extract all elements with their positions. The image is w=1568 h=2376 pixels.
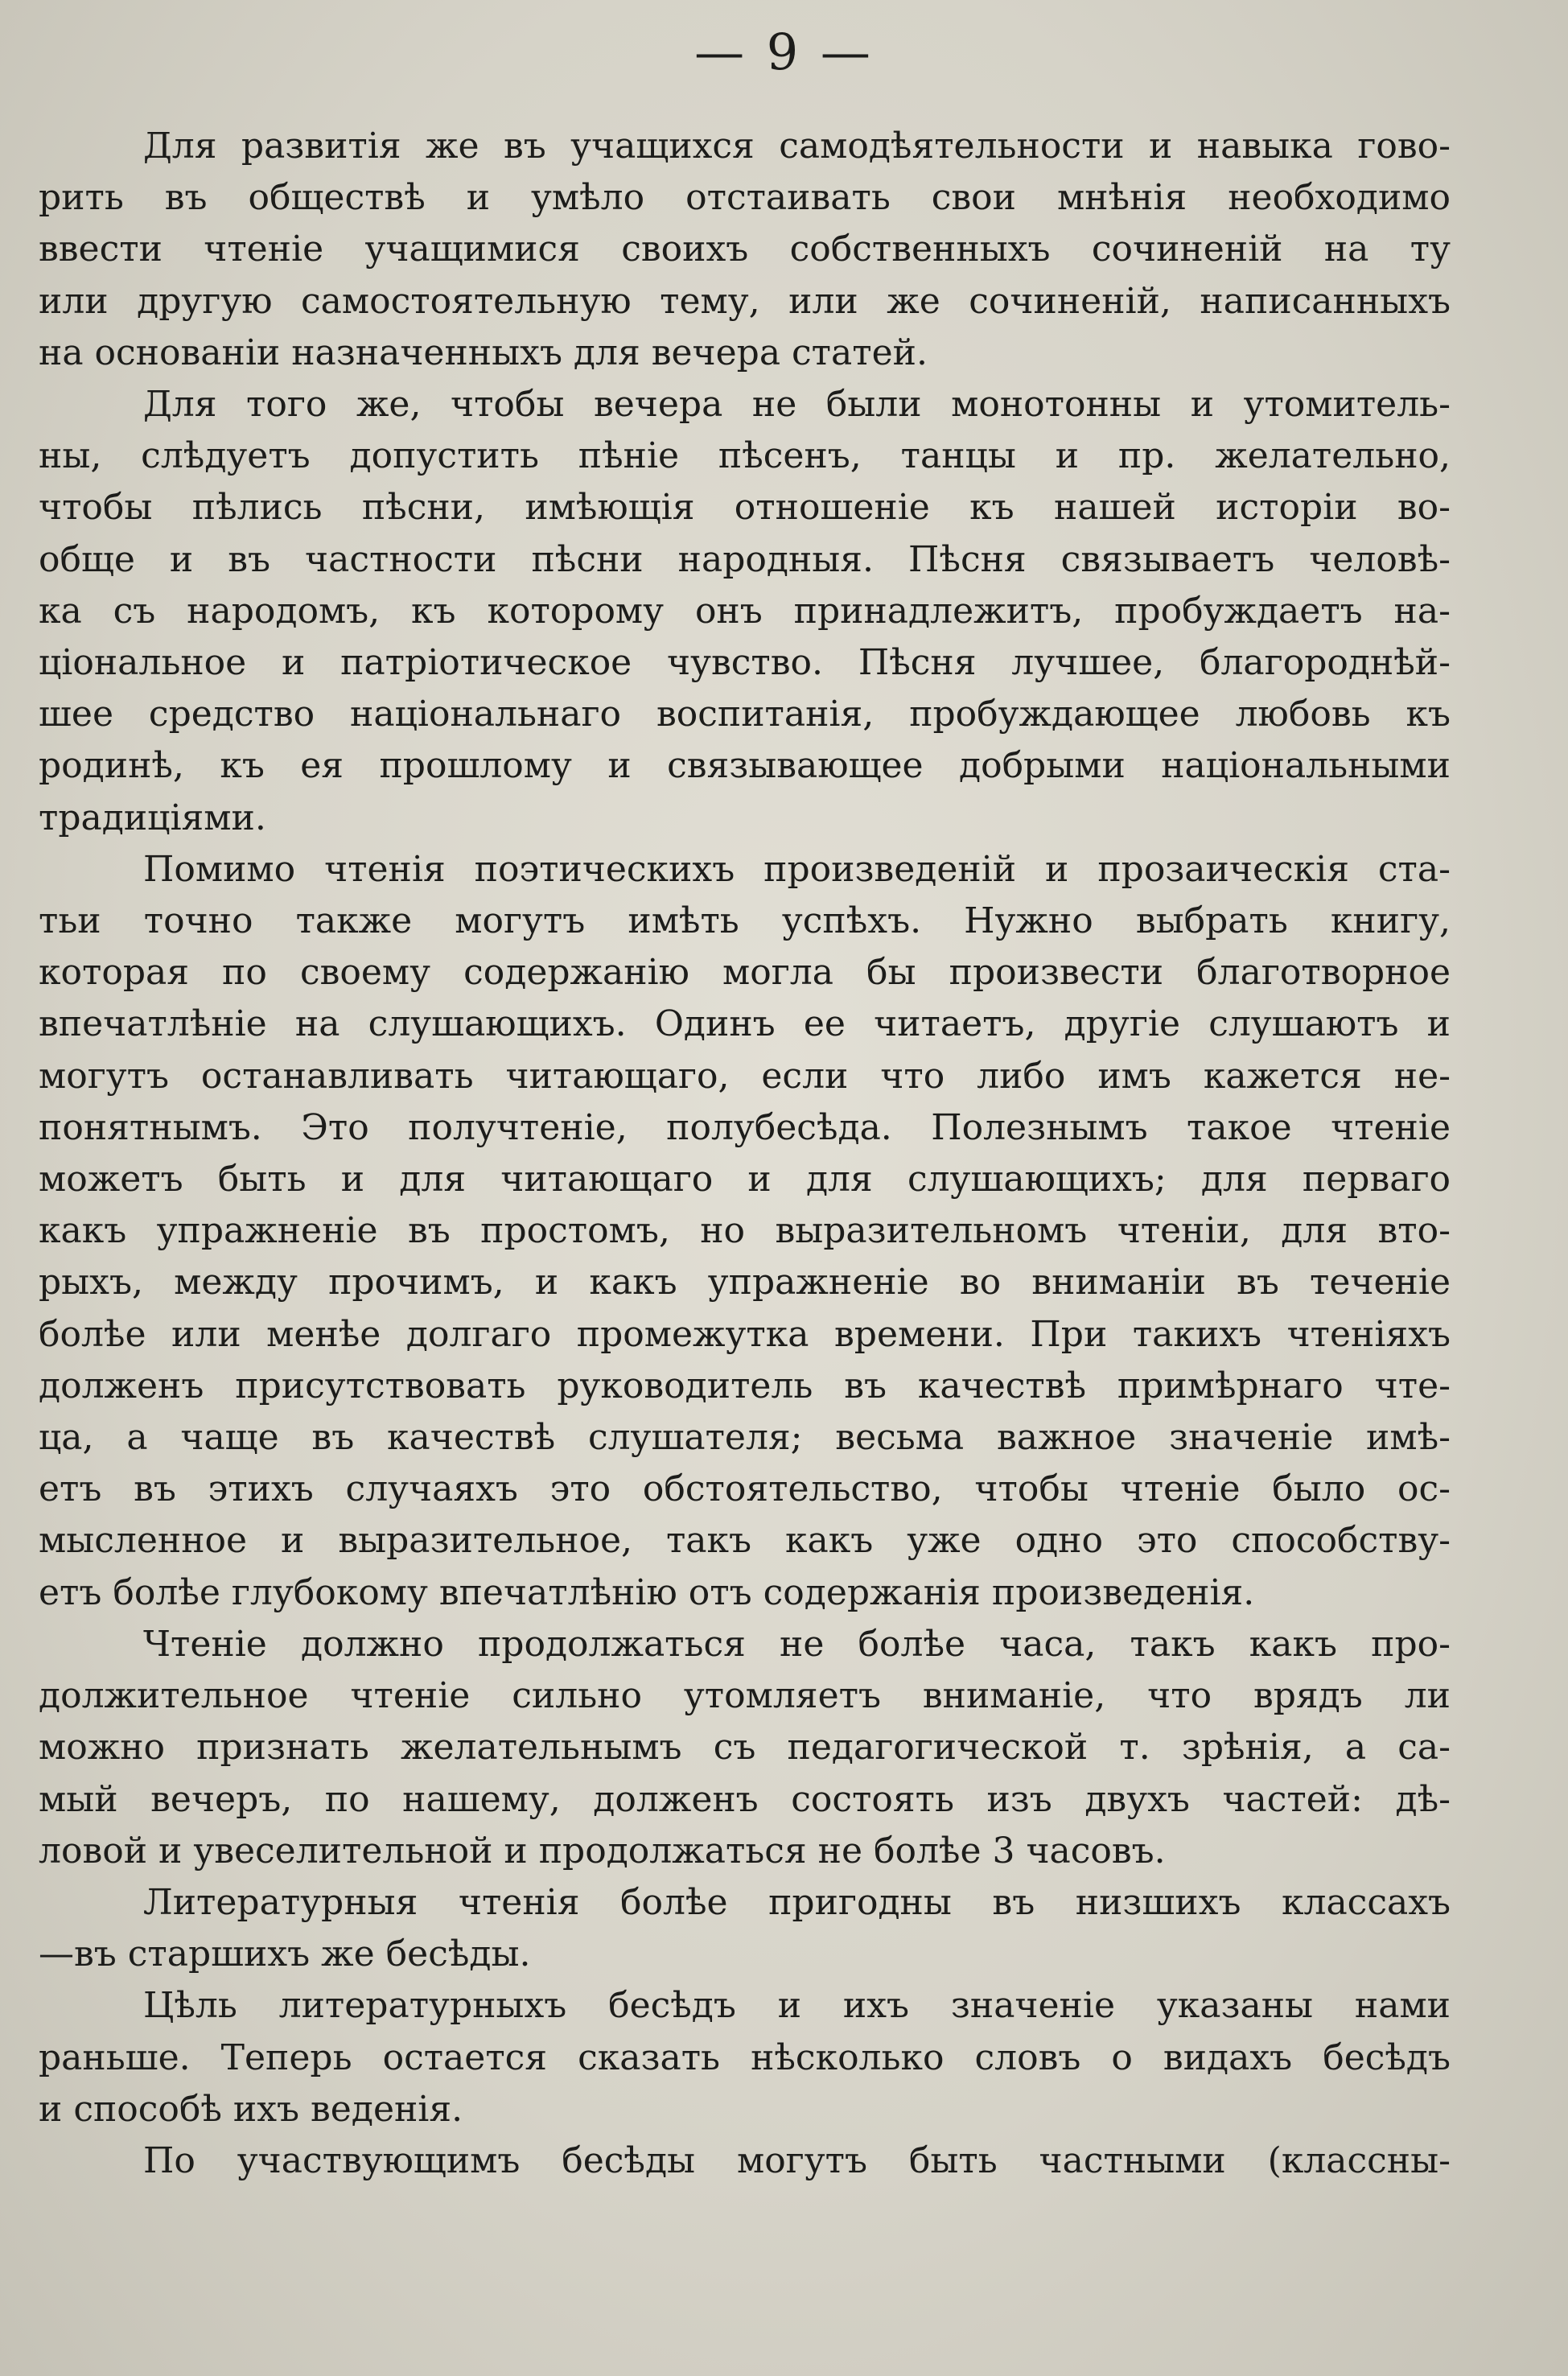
- text-line: традиціями.: [39, 797, 266, 838]
- text-line: етъ въ этихъ случаяхъ это обстоятельство, чтобы чтеніе было ос-: [39, 1468, 1451, 1510]
- page-number: — 9 —: [694, 23, 874, 81]
- text-line: рить въ обществѣ и умѣло отстаивать свои мнѣнія необходимо: [39, 177, 1451, 219]
- text-line: Для того же, чтобы вечера не были монотонны и утомитель-: [143, 384, 1451, 426]
- body-text: [39, 121, 1451, 2187]
- text-line: рыхъ, между прочимъ, и какъ упражненіе во вниманіи въ теченіе: [39, 1262, 1451, 1303]
- text-line: какъ упражненіе въ простомъ, но выразительномъ чтеніи, для вто-: [39, 1210, 1451, 1252]
- paragraph: [39, 844, 1451, 1619]
- text-line: на основаніи назначенныхъ для вечера статей.: [39, 331, 928, 373]
- text-line: ны, слѣдуетъ допустить пѣніе пѣсенъ, танцы и пр. желательно,: [39, 435, 1451, 477]
- text-line: долженъ присутствовать руководитель въ качествѣ примѣрнаго чте-: [39, 1365, 1451, 1406]
- text-line: или другую самостоятельную тему, или же сочиненій, написанныхъ: [39, 280, 1451, 322]
- text-line: можетъ быть и для читающаго и для слушающихъ; для перваго: [39, 1159, 1451, 1200]
- text-line: Чтеніе должно продолжаться не болѣе часа, такъ какъ про-: [143, 1623, 1451, 1665]
- text-line: етъ болѣе глубокому впечатлѣнію отъ содержанія произведенія.: [39, 1571, 1255, 1613]
- text-line: ввести чтеніе учащимися своихъ собственныхъ сочиненій на ту: [39, 229, 1451, 270]
- text-line: которая по своему содержанію могла бы произвести благотворное: [39, 952, 1451, 994]
- text-line: и способѣ ихъ веденія.: [39, 2088, 463, 2130]
- text-line: могутъ останавливать читающаго, если что либо имъ кажется не-: [39, 1055, 1451, 1097]
- text-line: ловой и увеселительной и продолжаться не болѣе 3 часовъ.: [39, 1830, 1166, 1872]
- text-line: ка съ народомъ, къ которому онъ принадлежитъ, пробуждаетъ на-: [39, 590, 1451, 632]
- text-line: мысленное и выразительное, такъ какъ уже одно это способству-: [39, 1520, 1451, 1562]
- text-line: По участвующимъ бесѣды могутъ быть частными (классны-: [143, 2139, 1451, 2181]
- text-line: Помимо чтенія поэтическихъ произведеній и прозаическія ста-: [143, 848, 1451, 890]
- text-line: чтобы пѣлись пѣсни, имѣющія отношеніе къ нашей исторіи во-: [39, 487, 1451, 529]
- paragraph: [39, 1980, 1451, 2135]
- text-line: мый вечеръ, по нашему, долженъ состоять изъ двухъ частей: дѣ-: [39, 1778, 1451, 1820]
- paragraph: [39, 2135, 1451, 2187]
- paragraph: [39, 1877, 1451, 1980]
- text-line: шее средство національнаго воспитанія, пробуждающее любовь къ: [39, 694, 1451, 735]
- text-line: болѣе или менѣе долгаго промежутка времени. При такихъ чтеніяхъ: [39, 1313, 1451, 1355]
- paragraph: [39, 121, 1451, 379]
- text-line: раньше. Теперь остается сказать нѣсколько словъ о видахъ бесѣдъ: [39, 2036, 1451, 2078]
- text-line: ца, а чаще въ качествѣ слушателя; весьма важное значеніе имѣ-: [39, 1417, 1451, 1459]
- text-line: обще и въ частности пѣсни народныя. Пѣсня связываетъ человѣ-: [39, 538, 1451, 580]
- text-line: тьи точно также могутъ имѣть успѣхъ. Нужно выбрать книгу,: [39, 900, 1451, 942]
- text-line: —въ старшихъ же бесѣды.: [39, 1933, 531, 1975]
- text-line: можно признать желательнымъ съ педагогической т. зрѣнія, а са-: [39, 1727, 1451, 1769]
- text-line: Цѣль литературныхъ бесѣдъ и ихъ значеніе указаны нами: [143, 1985, 1451, 2027]
- text-line: Для развитія же въ учащихся самодѣятельности и навыка гово-: [143, 126, 1451, 167]
- paragraph: [39, 1619, 1451, 1877]
- text-line: ціональное и патріотическое чувство. Пѣсня лучшее, благороднѣй-: [39, 642, 1451, 684]
- text-line: понятнымъ. Это получтеніе, полубесѣда. Полезнымъ такое чтеніе: [39, 1106, 1451, 1148]
- text-line: Литературныя чтенія болѣе пригодны въ низшихъ классахъ: [143, 1881, 1451, 1923]
- text-line: родинѣ, къ ея прошлому и связывающее добрыми національными: [39, 745, 1451, 787]
- paragraph: [39, 379, 1451, 844]
- text-line: впечатлѣніе на слушающихъ. Одинъ ее читаетъ, другіе слушаютъ и: [39, 1003, 1451, 1045]
- text-line: должительное чтеніе сильно утомляетъ вниманіе, что врядъ ли: [39, 1675, 1451, 1717]
